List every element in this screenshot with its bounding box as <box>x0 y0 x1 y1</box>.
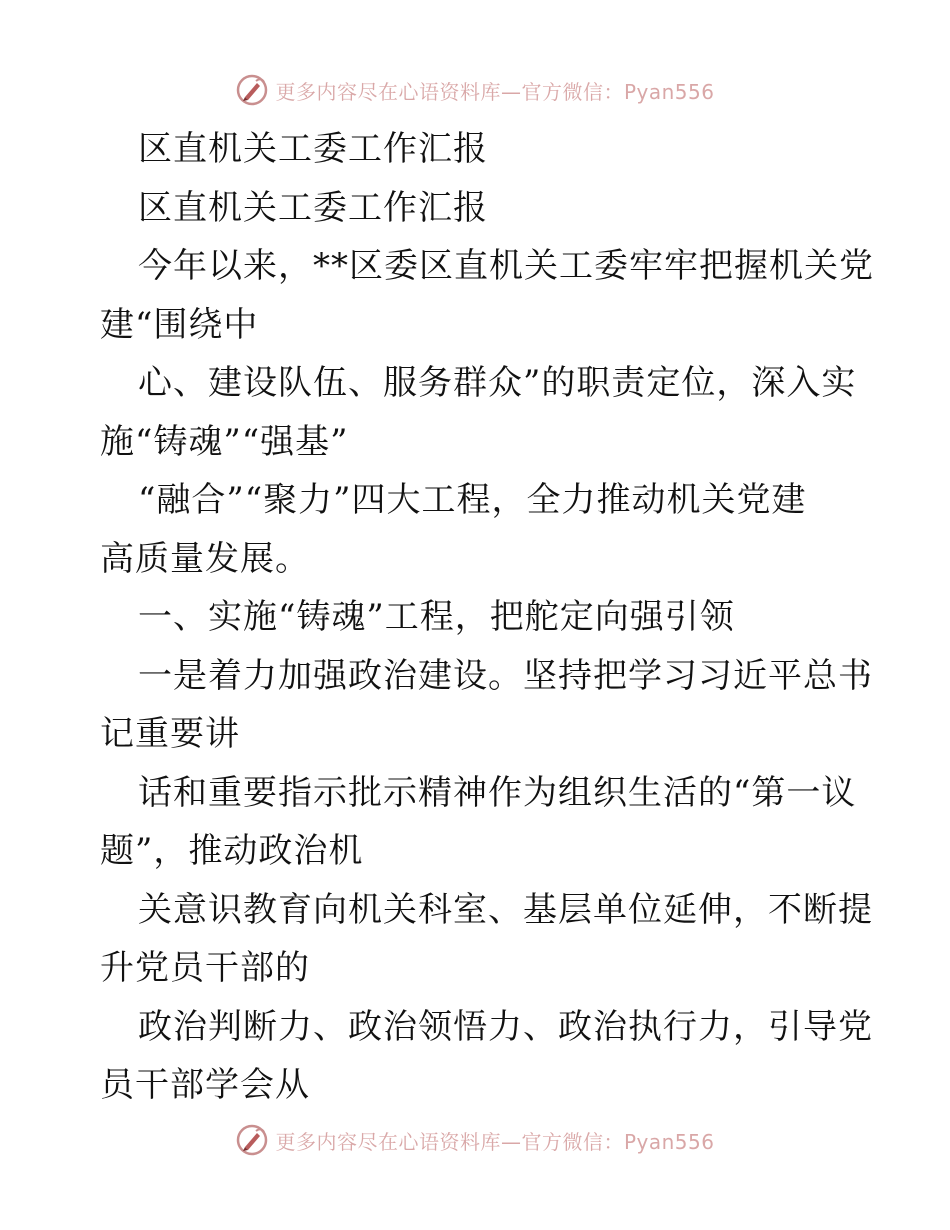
text-line: 心、建设队伍、服务群众”的职责定位，深入实 <box>138 363 857 403</box>
text-line: 一是着力加强政治建设。坚持把学习习近平总书 <box>138 655 873 696</box>
text-line: 关意识教育向机关科室、基层单位延伸，不断提 <box>138 889 873 930</box>
text-line: 升党员干部的 <box>100 948 310 988</box>
text-line: 施“铸魂”“强基” <box>100 421 349 462</box>
text-line: “融合”“聚力”四大工程，全力推动机关党建 <box>138 480 807 520</box>
pen-logo-icon <box>235 1123 269 1157</box>
text-line: 区直机关工委工作汇报 <box>138 187 488 228</box>
text-line: 话和重要指示批示精神作为组织生活的“第一议 <box>138 772 857 813</box>
footer-watermark <box>0 1120 950 1160</box>
text-line: 建“围绕中 <box>100 304 259 345</box>
pen-logo-icon <box>235 73 269 107</box>
text-line: 员干部学会从 <box>100 1065 310 1105</box>
text-line: 政治判断力、政治领悟力、政治执行力，引导党 <box>138 1006 873 1047</box>
text-line: 区直机关工委工作汇报 <box>138 129 488 169</box>
text-line: 记重要讲 <box>100 714 240 754</box>
watermark-text: 更多内容尽在心语资料库—官方微信：Pyan556 <box>275 1129 715 1154</box>
header-watermark <box>0 70 950 110</box>
watermark-text: 更多内容尽在心语资料库—官方微信：Pyan556 <box>275 79 715 104</box>
document-body <box>100 120 874 1115</box>
text-line: 高质量发展。 <box>100 538 310 579</box>
text-line: 题”，推动政治机 <box>100 831 364 871</box>
section-heading: 一、实施“铸魂”工程，把舵定向强引领 <box>138 597 735 637</box>
text-line: 今年以来，**区委区直机关工委牢牢把握机关党 <box>138 246 874 286</box>
